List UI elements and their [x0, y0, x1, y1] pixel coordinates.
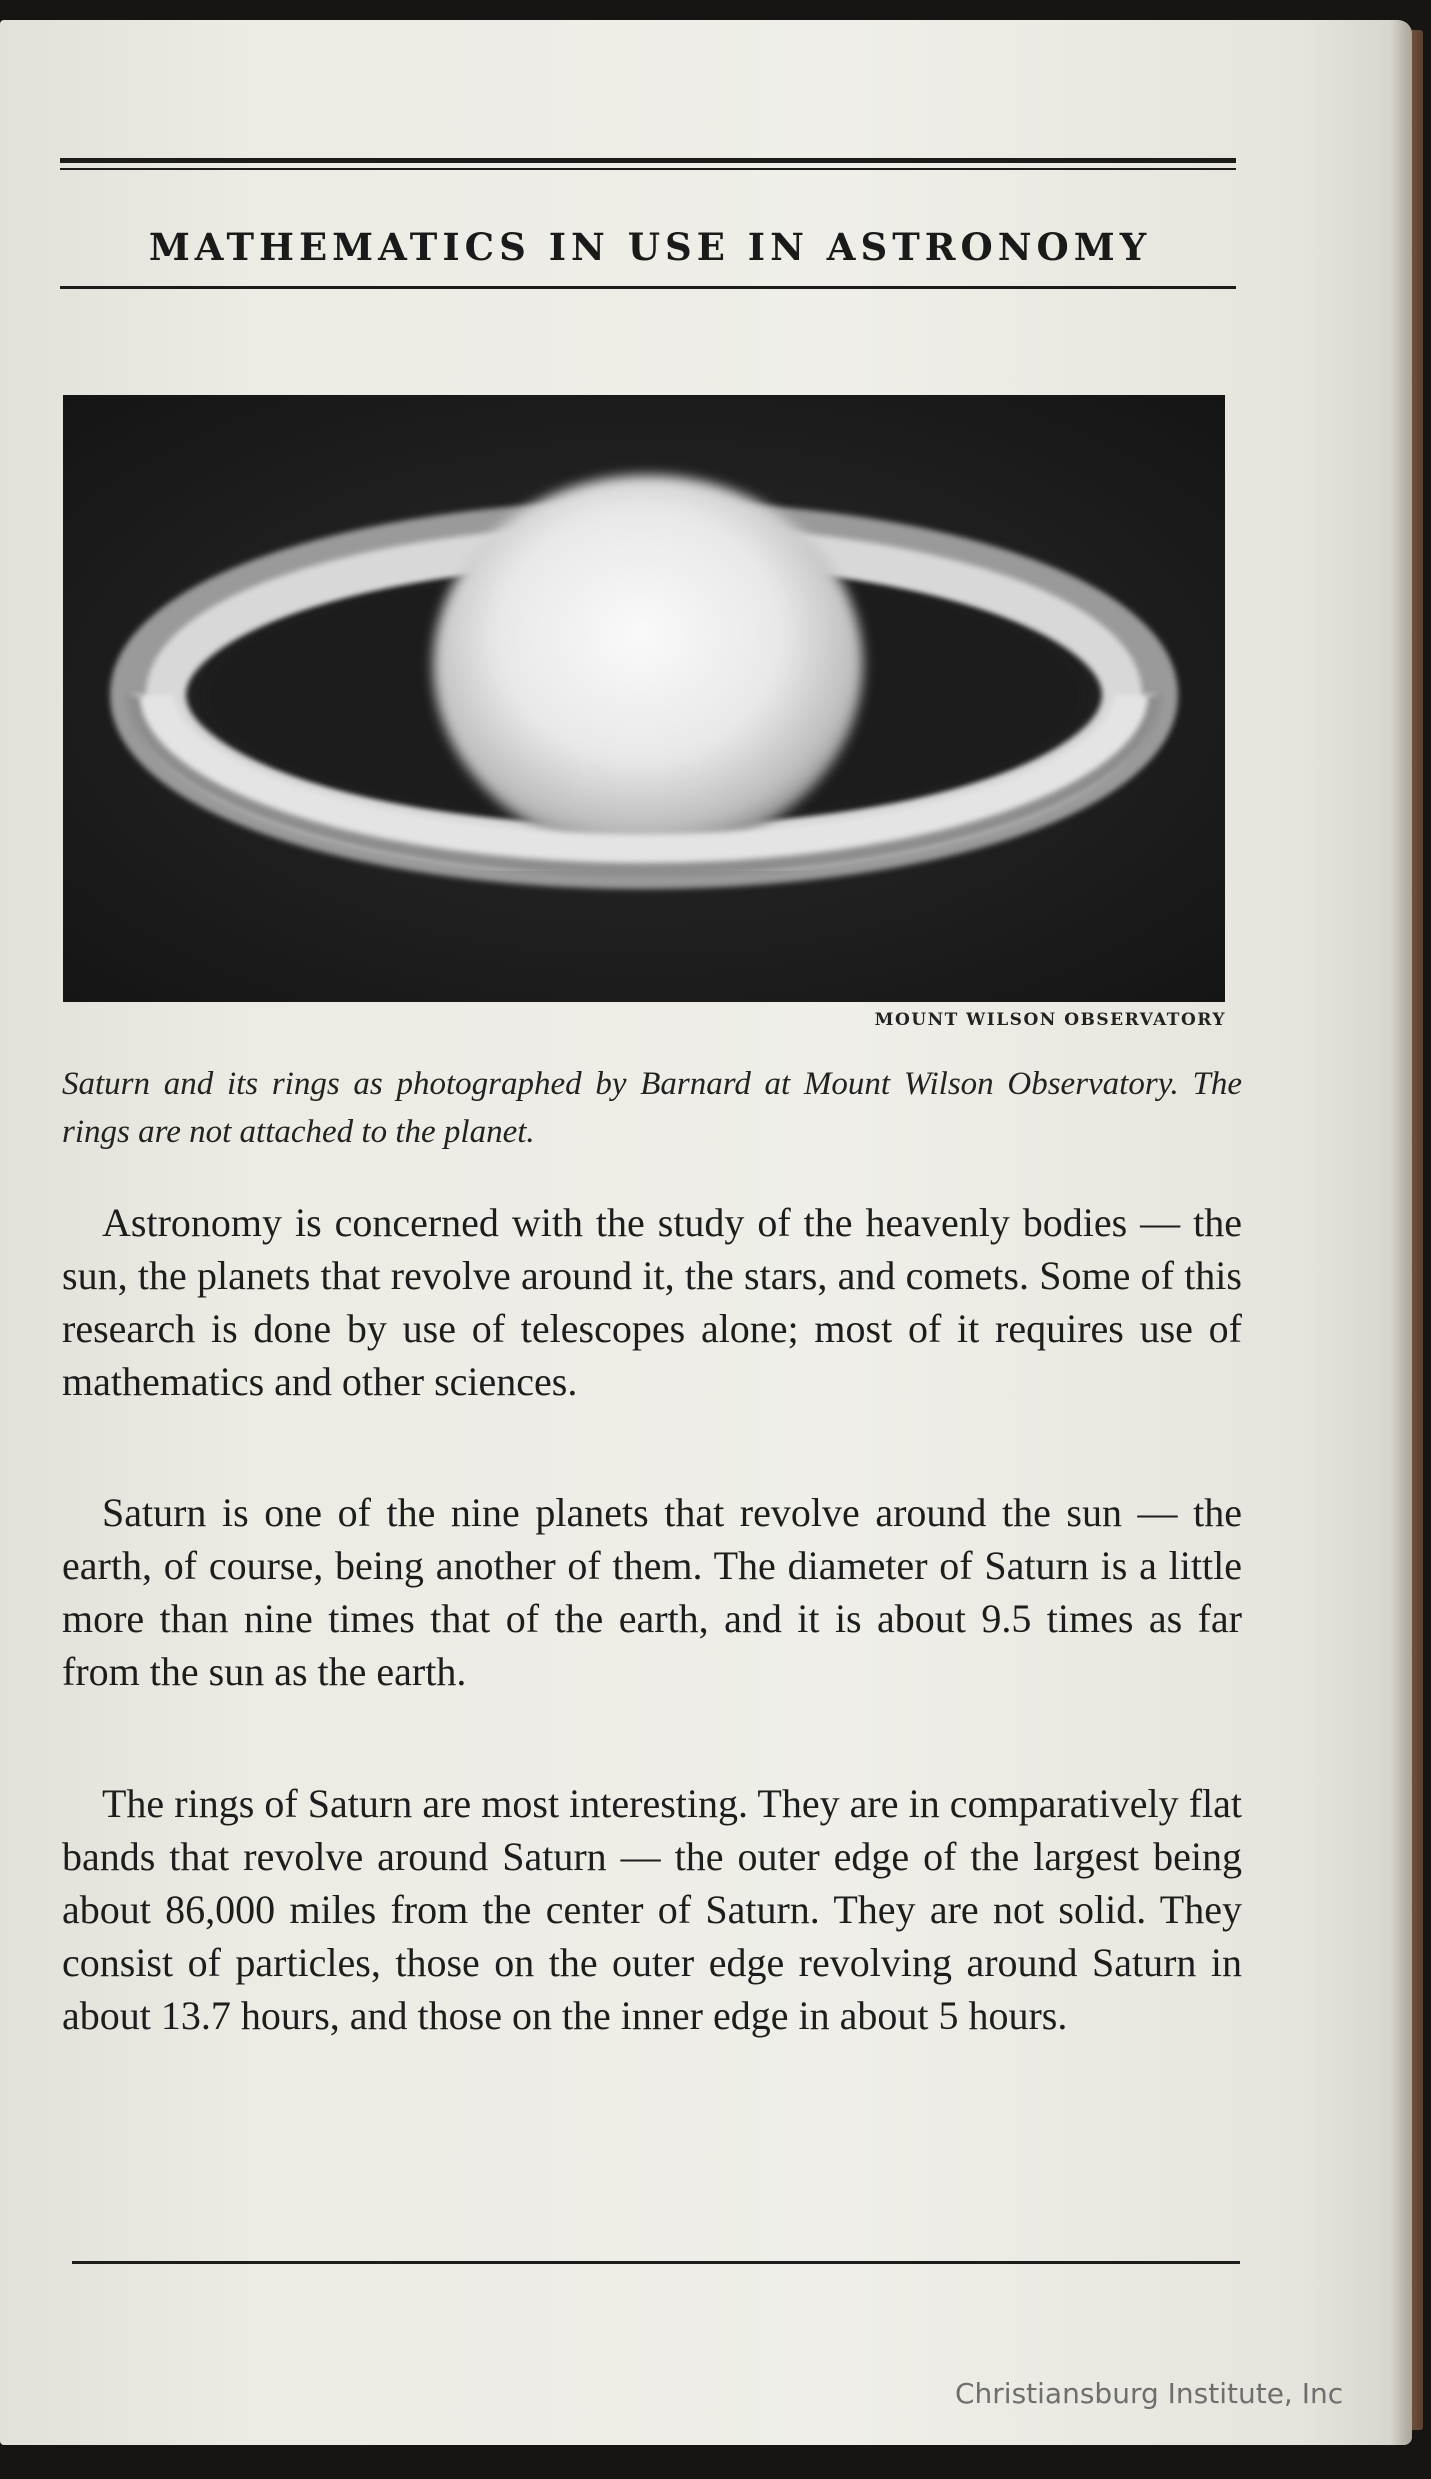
header-top-rule-thick	[60, 158, 1236, 163]
book-page	[0, 20, 1412, 2445]
photo-credit: MOUNT WILSON OBSERVATORY	[874, 1010, 1226, 1030]
body-paragraph-3: The rings of Saturn are most interesting. They are in comparatively flat bands that revolve around Saturn — the outer edge of the largest being about 86,000 miles from the center of Saturn. They are not solid. They consist of particles, those on the outer edge revolving around Saturn in about 13.7 hours, and those on the inner edge in about 5 hours.	[62, 1781, 1242, 2038]
header-top-rule-thin	[60, 168, 1236, 170]
page-edge-shadow	[1390, 20, 1412, 2445]
footer-rule	[72, 2261, 1240, 2264]
saturn-planet	[433, 475, 863, 855]
saturn-photo	[63, 395, 1225, 1002]
body-paragraph-1: Astronomy is concerned with the study of the heavenly bodies — the sun, the planets that revolve around it, the stars, and comets. Some of this research is done by use of telescopes alone; most of it requires use of mathematics and other sciences.	[62, 1200, 1242, 1404]
page-title: MATHEMATICS IN USE IN ASTRONOMY	[148, 225, 1152, 269]
body-paragraph-2: Saturn is one of the nine planets that revolve around the sun — the earth, of course, being another of them. The diameter of Saturn is a little more than nine times that of the earth, and it is about 9.5 times as far from the sun as the earth.	[62, 1490, 1242, 1694]
saturn-illustration	[63, 395, 1225, 1002]
header-bottom-rule	[60, 286, 1236, 289]
figure-caption: Saturn and its rings as photographed by Barnard at Mount Wilson Observatory. The rings are not attached to the planet.	[62, 1066, 1242, 1150]
watermark-text: Christiansburg Institute, Inc	[955, 2377, 1344, 2410]
